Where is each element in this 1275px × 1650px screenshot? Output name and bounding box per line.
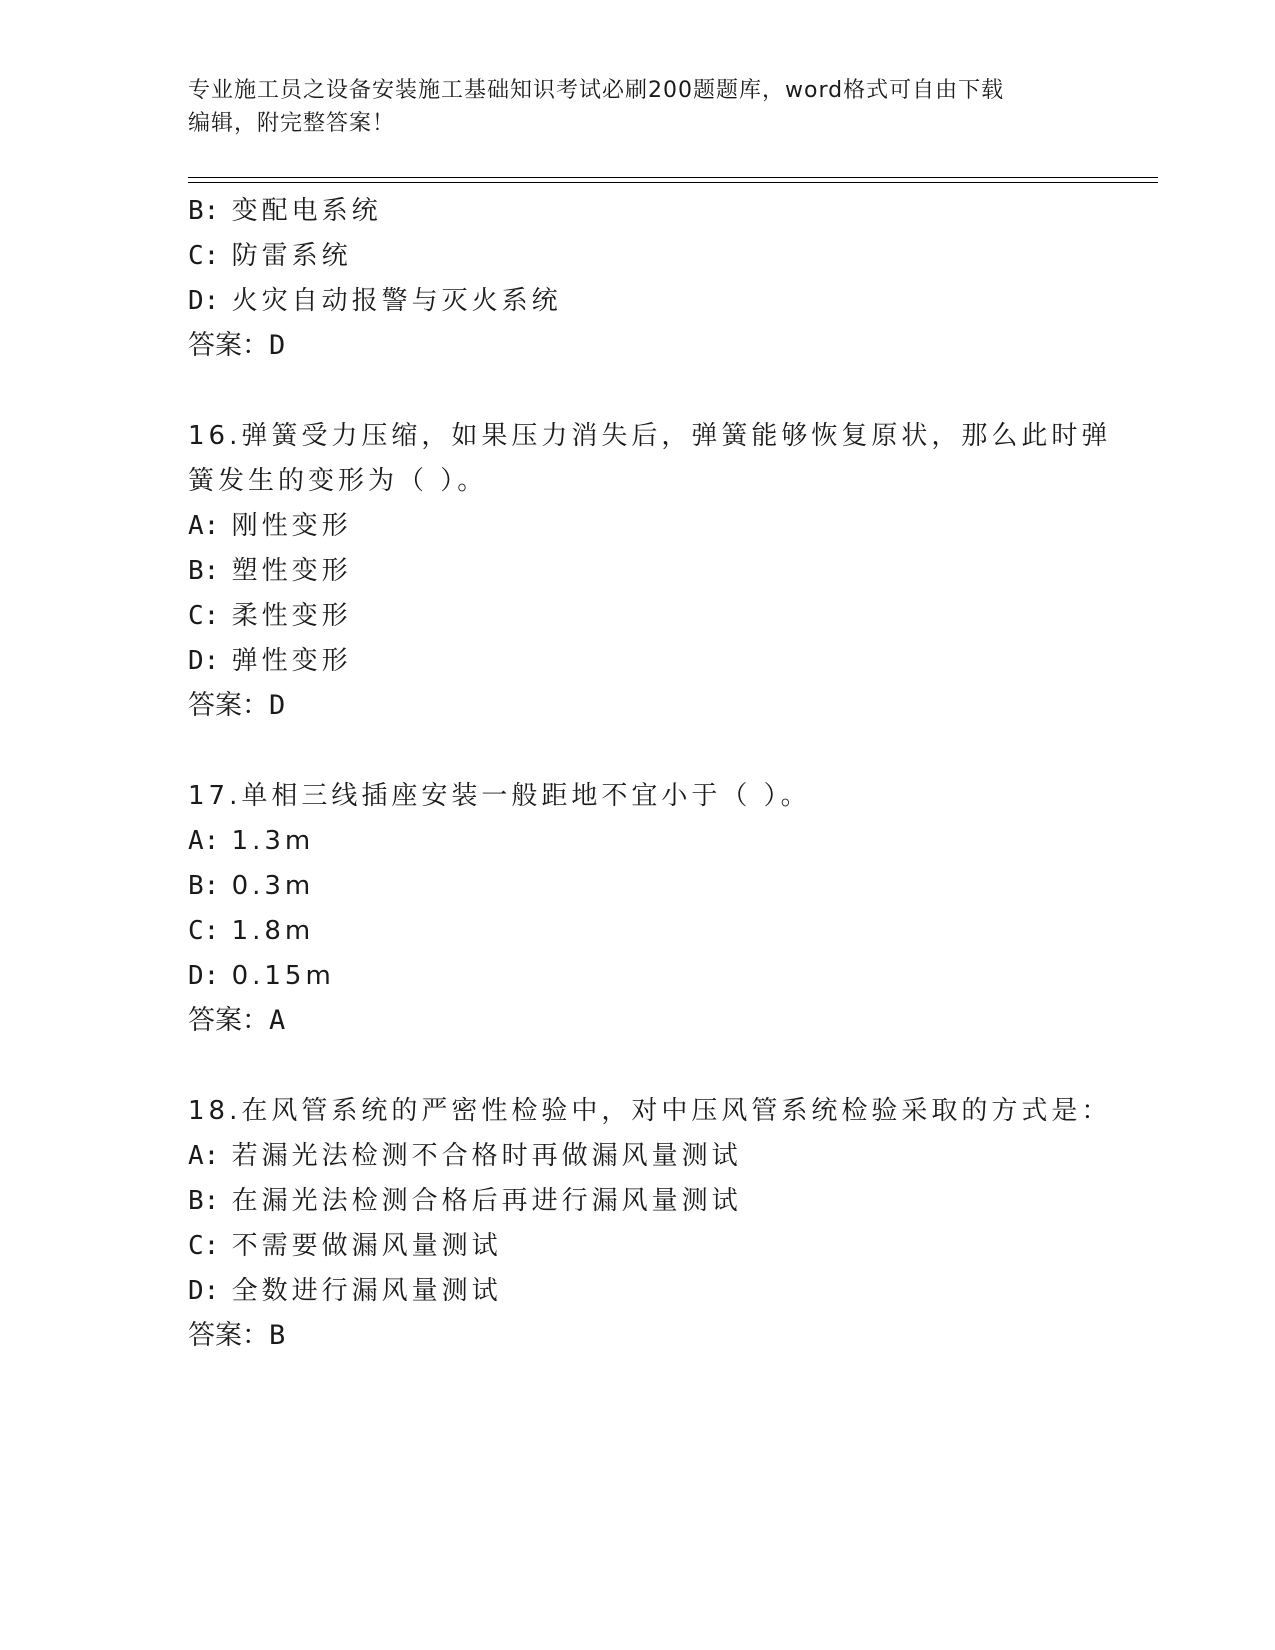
- option-text: 不需要做漏风量测试: [231, 1231, 502, 1261]
- document-header: [188, 74, 1088, 140]
- q17-option-a: [188, 825, 314, 857]
- option-text: 在漏光法检测合格后再进行漏风量测试: [231, 1186, 742, 1216]
- option-letter: C:: [188, 1231, 220, 1261]
- option-text: 1.3m: [231, 826, 315, 856]
- option-text: 防雷系统: [231, 241, 352, 271]
- option-text: 柔性变形: [231, 601, 352, 631]
- option-letter: D:: [188, 961, 220, 991]
- q15-option-b: [188, 195, 382, 227]
- answer-label: 答案：: [188, 330, 269, 361]
- option-text: 若漏光法检测不合格时再做漏风量测试: [231, 1141, 742, 1171]
- header-line-1: 专业施工员之设备安装施工基础知识考试必刷200题题库，word格式可自由下载: [188, 78, 1005, 103]
- q17-option-b: [188, 870, 314, 902]
- q16-option-b: [188, 555, 352, 587]
- q17-answer: [188, 1005, 285, 1037]
- q15-answer: [188, 330, 285, 362]
- q18-stem-line-1: 18.在风管系统的严密性检验中，对中压风管系统检验采取的方式是：: [188, 1096, 1112, 1126]
- option-text: 刚性变形: [231, 511, 352, 541]
- option-text: 变配电系统: [231, 196, 382, 226]
- q17-option-c: [188, 915, 314, 947]
- q18-option-d: [188, 1275, 502, 1307]
- q17-option-d: [188, 960, 335, 992]
- q15-option-d: [188, 285, 562, 317]
- option-letter: B:: [188, 1186, 220, 1216]
- option-letter: A:: [188, 511, 220, 541]
- option-text: 0.15m: [231, 961, 335, 991]
- option-letter: B:: [188, 871, 220, 901]
- answer-label: 答案：: [188, 1005, 269, 1036]
- header-divider-bottom: [188, 182, 1158, 183]
- option-text: 0.3m: [231, 871, 315, 901]
- q15-option-c: [188, 240, 352, 272]
- option-letter: A:: [188, 826, 220, 856]
- q16-option-c: [188, 600, 352, 632]
- option-letter: D:: [188, 1276, 220, 1306]
- answer-label: 答案：: [188, 690, 269, 721]
- q16-option-a: [188, 510, 352, 542]
- answer-value: D: [269, 330, 286, 361]
- q18-option-c: [188, 1230, 502, 1262]
- q17-stem-line-1: 17.单相三线插座安装一般距地不宜小于（ ）。: [188, 781, 811, 811]
- answer-value: D: [269, 690, 286, 721]
- answer-label: 答案：: [188, 1320, 269, 1351]
- option-letter: D:: [188, 286, 220, 316]
- option-text: 弹性变形: [231, 646, 352, 676]
- option-letter: C:: [188, 241, 220, 271]
- answer-value: A: [269, 1005, 286, 1036]
- option-letter: B:: [188, 556, 220, 586]
- header-divider-top: [188, 177, 1158, 178]
- q18-option-b: [188, 1185, 742, 1217]
- q16-option-d: [188, 645, 352, 677]
- option-text: 火灾自动报警与灭火系统: [231, 286, 562, 316]
- q16-stem-line-1: 16.弹簧受力压缩，如果压力消失后，弹簧能够恢复原状，那么此时弹: [188, 421, 1112, 451]
- option-letter: B:: [188, 196, 220, 226]
- q18-option-a: [188, 1140, 742, 1172]
- option-text: 1.8m: [231, 916, 315, 946]
- option-letter: A:: [188, 1141, 220, 1171]
- header-line-2: 编辑，附完整答案！: [188, 111, 396, 136]
- option-text: 全数进行漏风量测试: [231, 1276, 502, 1306]
- option-text: 塑性变形: [231, 556, 352, 586]
- option-letter: C:: [188, 916, 220, 946]
- option-letter: C:: [188, 601, 220, 631]
- q16-answer: [188, 690, 285, 722]
- q16-stem-line-2: 簧发生的变形为（ ）。: [188, 466, 488, 496]
- option-letter: D:: [188, 646, 220, 676]
- answer-value: B: [269, 1320, 286, 1351]
- q18-answer: [188, 1320, 285, 1352]
